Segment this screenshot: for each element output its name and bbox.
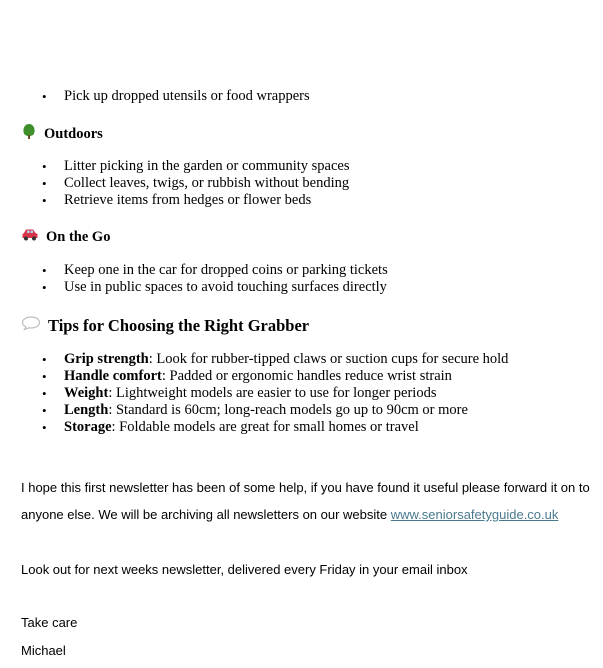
tip-item	[0, 368, 508, 385]
next-week-notice: Look out for next weeks newsletter, delivered every Friday in your email inbox	[21, 562, 468, 577]
closing-line-1: I hope this first newsletter has been of some help, if you have found it useful please forward it on to	[21, 480, 590, 495]
website-link[interactable]: www.seniorsafetyguide.co.uk	[390, 507, 559, 522]
list-item: • Collect leaves, twigs, or rubbish without bending	[0, 175, 350, 192]
tips-heading	[21, 315, 309, 336]
signoff: Take care	[21, 615, 78, 630]
tip-term: Handle comfort	[64, 368, 162, 384]
outdoors-list	[0, 158, 350, 209]
tip-text: : Standard is 60cm; long-reach models go up to 90cm or more	[108, 402, 468, 418]
tip-term: Storage	[64, 419, 112, 435]
on-the-go-title: On the Go	[46, 229, 111, 245]
tip-text: : Foldable models are great for small homes or travel	[111, 419, 419, 435]
closing-line-2	[21, 507, 558, 522]
tip-text: : Lightweight models are easier to use for longer periods	[108, 385, 437, 401]
indoors-list	[0, 88, 310, 105]
tip-item	[0, 402, 508, 419]
outdoors-heading	[21, 123, 103, 145]
outdoors-title: Outdoors	[44, 125, 103, 142]
tip-item	[0, 351, 508, 368]
tip-term: Length	[64, 402, 109, 418]
list-item: • Litter picking in the garden or community spaces	[0, 158, 350, 175]
on-the-go-heading	[21, 228, 110, 247]
tip-term: Grip strength	[64, 351, 149, 367]
tips-title: Tips for Choosing the Right Grabber	[48, 315, 310, 335]
tip-item	[0, 385, 508, 402]
closing-line-2-text: anyone else. We will be archiving all newsletters on our website	[21, 507, 391, 522]
speech-bubble-icon	[21, 315, 41, 336]
list-item: • Pick up dropped utensils or food wrappers	[0, 88, 310, 105]
signature: Michael	[21, 643, 66, 658]
tip-term: Weight	[64, 385, 109, 401]
tip-item	[0, 419, 508, 436]
list-item: • Keep one in the car for dropped coins or parking tickets	[0, 262, 388, 279]
tip-text: : Look for rubber-tipped claws or suction cups for secure hold	[148, 351, 509, 367]
tip-text: : Padded or ergonomic handles reduce wrist strain	[161, 368, 452, 384]
list-item: • Use in public spaces to avoid touching surfaces directly	[0, 279, 388, 296]
tree-icon	[21, 123, 37, 145]
list-item: • Retrieve items from hedges or flower beds	[0, 192, 350, 209]
car-icon	[21, 228, 39, 247]
on-the-go-list	[0, 262, 388, 296]
tips-list	[0, 351, 508, 436]
